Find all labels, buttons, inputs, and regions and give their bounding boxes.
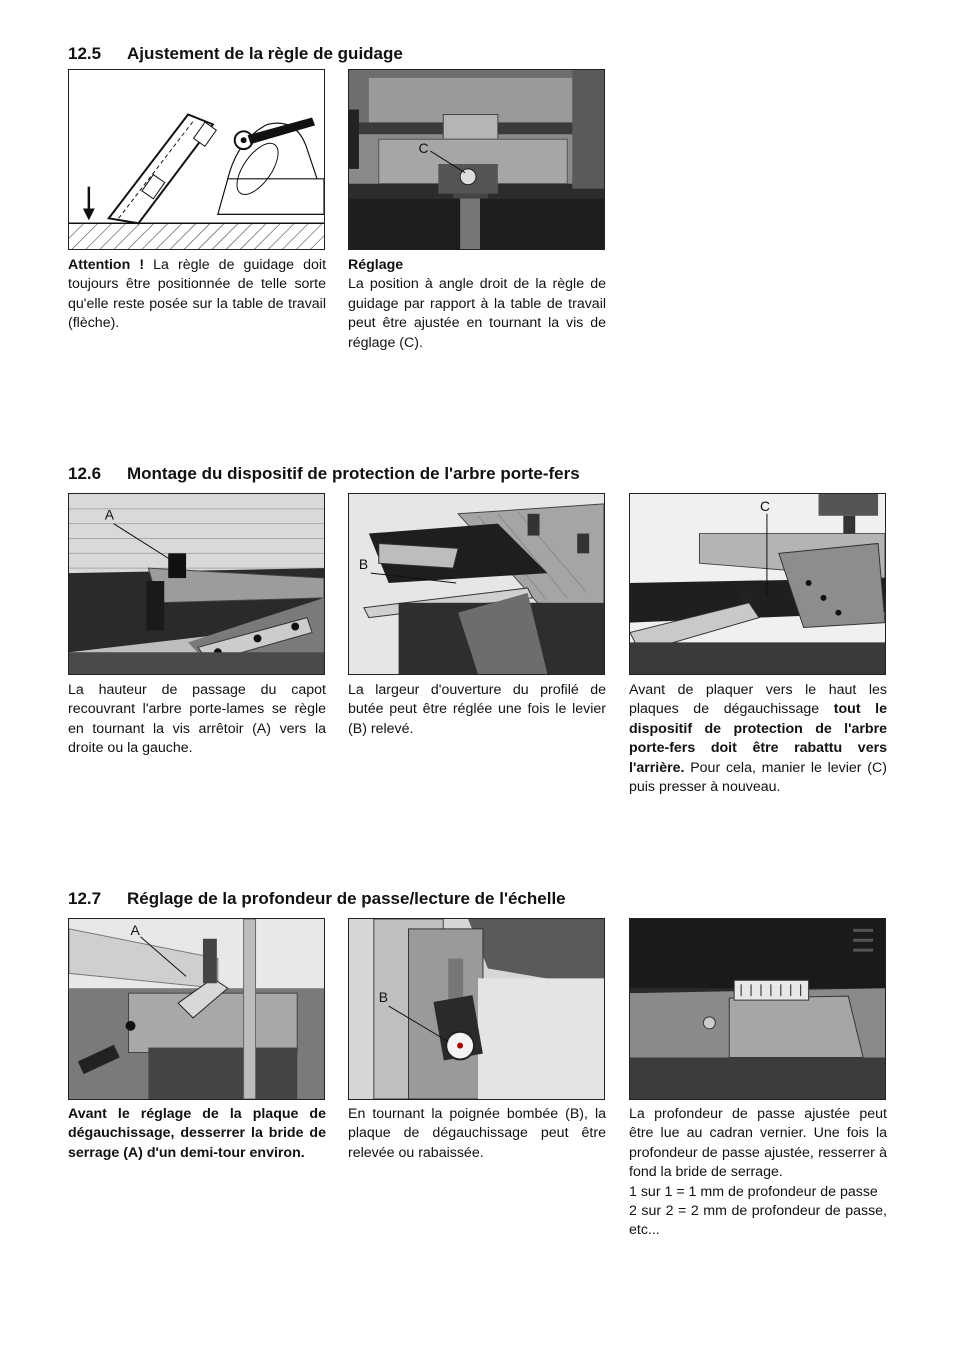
caption-text: La profondeur de passe ajustée peut être lue au cadran vernier. Une fois la profondeur de passe ajustée, resserrer à fond la bride de serrage. [629, 1106, 887, 1181]
section-heading-12-6 [68, 464, 580, 484]
caption-text: La hauteur de passage du capot recouvrant l'arbre porte-lames se règle en tournant la vis arrêtoir (A) vers la droite ou la gauche. [68, 682, 326, 757]
figure-guide-rule-drawing [68, 69, 325, 250]
caption-text: Avant le réglage de la plaque de dégauchissage, desserrer la bride de serrage (A) d'un demi-tour environ. [68, 1106, 326, 1161]
caption-text: La règle de guidage doit toujours être positionnée de telle sorte qu'elle reste posée sur la table de travail (flèche). [68, 257, 327, 332]
caption-example-2: 2 sur 2 = 2 mm de profondeur de passe, etc... [629, 1203, 887, 1239]
callout-label-c: C [418, 140, 429, 157]
figure-clamp-photo [68, 918, 325, 1100]
figure-knob-photo [348, 918, 605, 1100]
figure-adjusting-screw-photo [348, 69, 605, 250]
section-number: 12.5 [68, 44, 102, 63]
section-heading-12-5 [68, 44, 403, 64]
caption-fold-guard [629, 681, 887, 797]
caption-vernier [629, 1105, 887, 1241]
section-title: Ajustement de la règle de guidage [127, 44, 403, 63]
figure-vernier-scale-photo [629, 918, 886, 1100]
caption-text-pre: Avant de plaquer vers le haut les plaques de dégauchissage [629, 682, 887, 718]
caption-bold-lead: Attention ! [68, 257, 145, 273]
caption-bold: tout le dispositif de protection de l'arbre porte-fers doit être rabattu vers l'arrière. [629, 701, 887, 776]
callout-label-b: B [378, 989, 389, 1006]
section-heading-12-7 [68, 889, 566, 909]
callout-label-c: C [759, 497, 771, 514]
figure-fence-lever-photo [348, 493, 605, 675]
caption-text: La position à angle droit de la règle de guidage par rapport à la table de travail peut être ajustée en tournant la vis de réglage (C). [348, 276, 606, 351]
section-title: Montage du dispositif de protection de l'arbre porte-fers [127, 464, 580, 483]
section-title: Réglage de la profondeur de passe/lecture de l'échelle [127, 889, 566, 908]
caption-text: En tournant la poignée bombée (B), la plaque de dégauchissage peut être relevée ou rabaissée. [348, 1106, 606, 1161]
figure-guard-height-photo [68, 493, 325, 675]
callout-label-a: A [130, 921, 140, 938]
caption-heading: Réglage [348, 257, 404, 273]
caption-guard-height [68, 681, 326, 759]
caption-attention [68, 256, 326, 334]
caption-knob [348, 1105, 606, 1163]
section-number: 12.6 [68, 464, 102, 483]
caption-text: La largeur d'ouverture du profilé de butée peut être réglée une fois le levier (B) relevé. [348, 682, 606, 737]
figure-protection-lever-photo [629, 493, 886, 675]
callout-label-a: A [104, 506, 114, 523]
section-number: 12.7 [68, 889, 102, 908]
callout-label-b: B [358, 556, 369, 573]
caption-loosen-clamp [68, 1105, 326, 1163]
caption-reglage [348, 256, 606, 353]
caption-example-1: 1 sur 1 = 1 mm de profondeur de passe [629, 1183, 878, 1200]
caption-fence-width [348, 681, 606, 739]
caption-text-post: Pour cela, manier le levier (C) puis presser à nouveau. [629, 759, 887, 796]
